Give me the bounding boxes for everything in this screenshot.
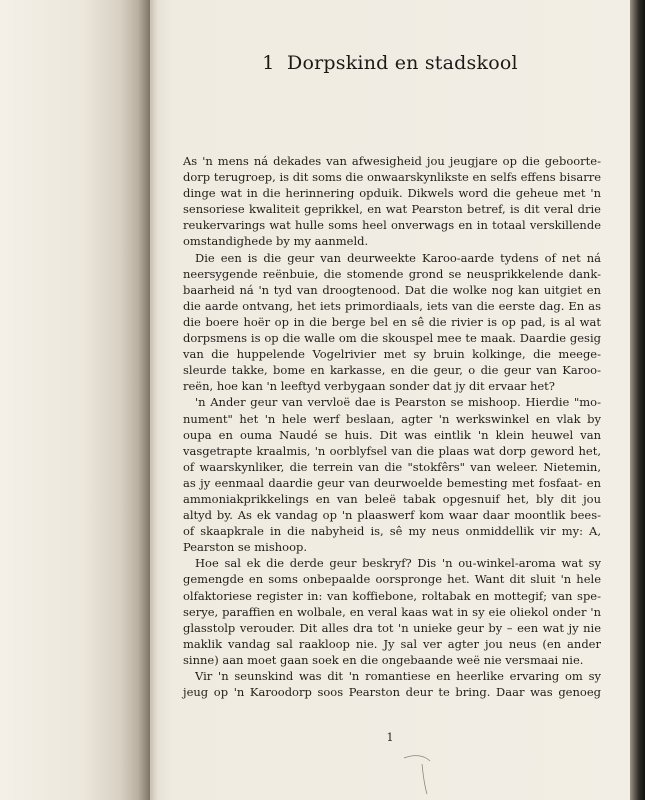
text-line: gemengde en soms onbepaalde oorspronge het. Want dit sluit 'n hele (183, 572, 601, 587)
text-line: Die een is die geur van deurweekte Karoo-aarde tydens of net ná (195, 250, 601, 265)
chapter-title: Dorpskind en stadskool (287, 52, 518, 74)
chapter-number: 1 (262, 52, 275, 74)
text-line: ammoniakprikkelings en van beleë tabak opgesnuif het, bly dit jou (183, 491, 601, 506)
chapter-heading (150, 52, 630, 74)
page-number: 1 (386, 731, 394, 744)
text-line: maklik vandag sal raakloop nie. Jy sal ver agter jou neus (en ander (183, 636, 601, 651)
text-line: neersygende reënbuie, die stomende grond se neusprikkelende dank- (183, 266, 601, 281)
text-line: jeug op 'n Karoodorp soos Pearston deur te bring. Daar was genoeg (183, 685, 601, 700)
text-line: reën, hoe kan 'n leeftyd verbygaan sonder dat jy dit ervaar het? (183, 379, 555, 394)
text-line: of skaapkrale in die nabyheid is, sê my neus onmiddellik vir my: A, (183, 524, 601, 539)
text-line: as jy eenmaal daardie geur van deurwoelde bemesting met fosfaat- en (183, 475, 601, 490)
text-line: Pearston se mishoop. (183, 540, 308, 555)
text-line: sensoriese kwaliteit geprikkel, en wat Pearston betref, is dit veral drie (183, 202, 601, 217)
text-line: dinge wat in die herinnering opduik. Dikwels word die geheue met 'n (183, 186, 601, 201)
text-line: baarheid ná 'n tyd van droogtenood. Dat die wolke nog kan uitgiet en (183, 282, 601, 297)
text-line: omstandighede by my aanmeld. (183, 234, 369, 249)
text-line: As 'n mens ná dekades van afwesigheid jou jeugjare op die geboorte- (183, 154, 601, 168)
left-page-gutter (0, 0, 150, 800)
text-line: dorp terugroep, is dit soms die onwaarskynlikste en selfs effens bisarre (183, 170, 601, 185)
text-line: altyd by. As ek vandag op 'n plaaswerf kom waar daar moontlik bees- (183, 508, 601, 523)
page-right-edge-shadow (630, 0, 645, 800)
text-line: glasstolp verouder. Dit alles dra tot 'n unieke geur by – een wat jy nie (183, 620, 601, 635)
text-line: oupa en ouma Naudé se huis. Dit was eintlik 'n klein heuwel van (183, 427, 601, 442)
text-line: serye, paraffien en wolbale, en veral kaas wat in sy eie oliekol onder 'n (183, 604, 601, 619)
pencil-mark-icon (400, 752, 440, 797)
body-text (183, 153, 601, 700)
text-line: Vir 'n seunskind was dit 'n romantiese en heerlike ervaring om sy (195, 669, 601, 683)
text-line: olfaktoriese register in: van koffiebone, roltabak en mottegif; van spe- (183, 588, 601, 603)
text-line: van die huppelende Vogelrivier met sy bruin kolkinge, die meege- (183, 347, 601, 362)
text-line: die aarde ontvang, het iets primordiaals, iets van die eerste dag. En as (183, 298, 601, 313)
text-line: Hoe sal ek die derde geur beskryf? Dis 'n ou-winkel-aroma wat sy (195, 556, 601, 571)
text-line: dorpsmens is op die walle om die skouspel mee te maak. Daardie gesig (183, 331, 601, 346)
text-line: sinne) aan moet gaan soek en die ongebaande weë nie versmaai nie. (183, 652, 584, 667)
text-line: of waarskynliker, die terrein van die "stokfêrs" van weleer. Nietemin, (183, 459, 601, 474)
text-line: 'n Ander geur van vervloë dae is Pearston se mishoop. Hierdie "mo- (195, 395, 601, 410)
text-line: nument" het 'n hele werf beslaan, agter 'n werkswinkel en vlak by (183, 411, 601, 426)
text-line: reukervarings wat hulle soms heel onverwags en in totaal verskillende (183, 218, 601, 233)
text-line: sleurde takke, bome en karkasse, en die geur, o die geur van Karoo- (183, 363, 601, 378)
text-line: vasgetrapte kraalmis, 'n oorblyfsel van die plaas wat dorp geword het, (183, 443, 601, 458)
text-line: die boere hoër op in die berge bel en sê die rivier is op pad, is al wat (183, 314, 601, 329)
